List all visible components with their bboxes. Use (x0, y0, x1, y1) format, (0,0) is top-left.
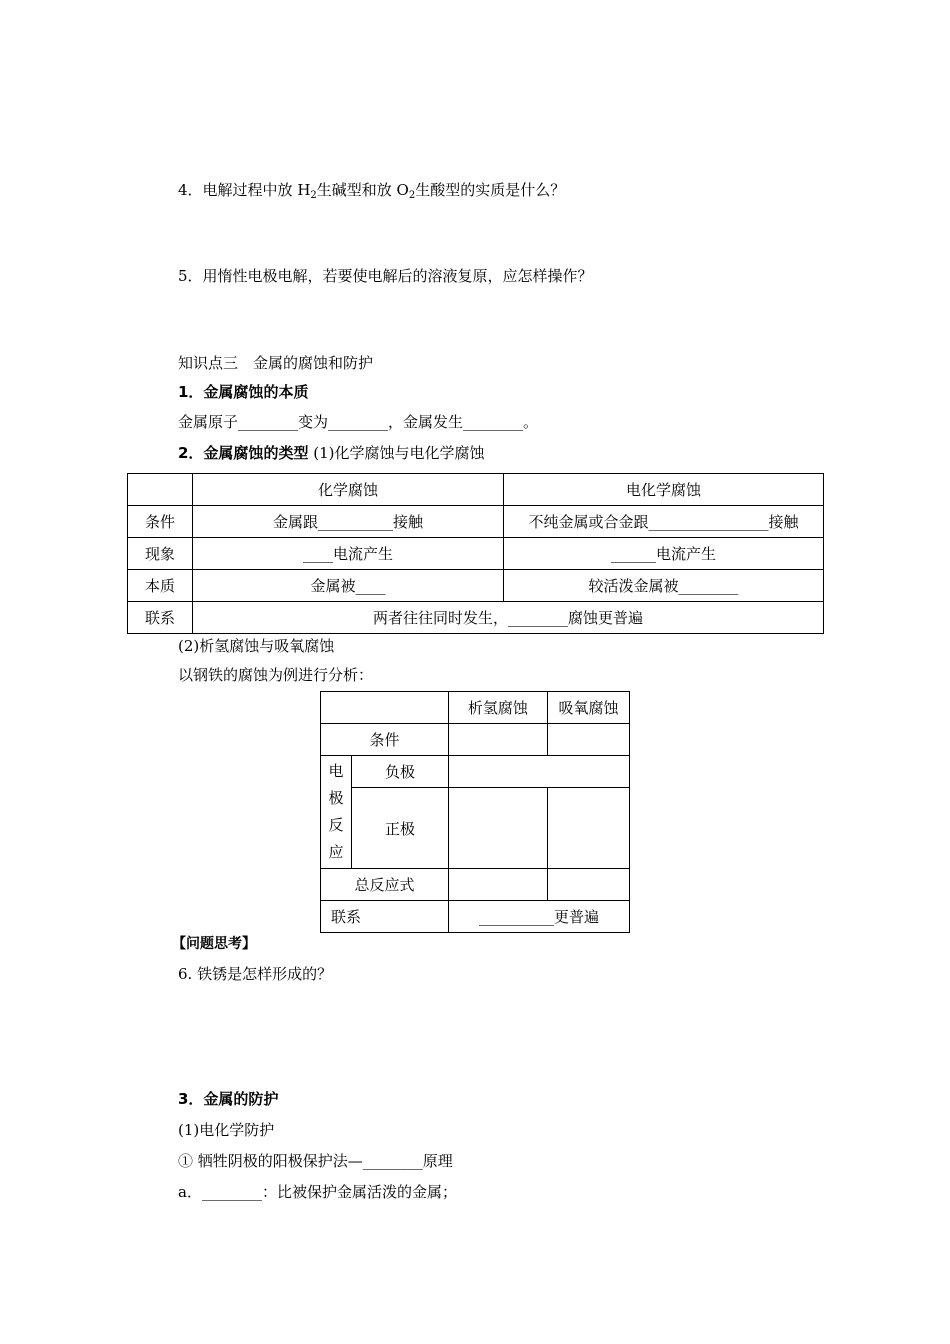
header-electrochemical: 电化学腐蚀 (504, 474, 824, 506)
protection-1a: ① 牺牲阴极的阳极保护法—________原理 (178, 1152, 453, 1170)
item-2-heading: 2．金属腐蚀的类型 (1)化学腐蚀与电化学腐蚀 (178, 444, 485, 462)
row-label: 现象 (128, 538, 193, 570)
table-row (128, 602, 824, 634)
table-row (321, 724, 630, 756)
cell: ______电流产生 (504, 538, 824, 570)
header-hydrogen: 析氢腐蚀 (448, 692, 547, 724)
protection-1b: a．________：比被保护金属活泼的金属； (178, 1183, 457, 1201)
corrosion-type-table (127, 473, 824, 634)
table-row (321, 756, 630, 788)
item-1-text: 金属原子________变为________，金属发生________。 (178, 413, 539, 431)
row-label: 联系 (128, 602, 193, 634)
row-label: 联系 (321, 901, 449, 933)
item-1-heading: 1．金属腐蚀的本质 (178, 383, 309, 401)
row-label: 正极 (352, 788, 449, 869)
table-row (321, 788, 630, 869)
question-5: 5．用惰性电极电解，若要使电解后的溶液复原，应怎样操作？ (178, 267, 593, 285)
protection-1: (1)电化学防护 (178, 1121, 275, 1139)
subsection-2-title: (2)析氢腐蚀与吸氧腐蚀 (178, 637, 335, 655)
row-label: 条件 (321, 724, 449, 756)
table-row (321, 901, 630, 933)
row-label: 条件 (128, 506, 193, 538)
cell: ____电流产生 (193, 538, 504, 570)
electrode-label: 电 极 反 应 (321, 756, 352, 869)
iron-corrosion-table (320, 691, 630, 933)
cell: 金属跟__________接触 (193, 506, 504, 538)
cell: __________更普遍 (448, 901, 629, 933)
question-4: 4．电解过程中放 $H_2$生碱型和放 $O_2$生酸型的实质是什么？ (178, 181, 566, 201)
header-oxygen: 吸氧腐蚀 (547, 692, 629, 724)
question-6: 6. 铁锈是怎样形成的？ (178, 965, 333, 983)
table-row (128, 570, 824, 602)
table-row (128, 538, 824, 570)
cell: 较活泼金属被________ (504, 570, 824, 602)
table-row (128, 506, 824, 538)
cell: 两者往往同时发生，________腐蚀更普遍 (193, 602, 824, 634)
cell: 金属被____ (193, 570, 504, 602)
cell: 不纯金属或合金跟________________接触 (504, 506, 824, 538)
row-label: 本质 (128, 570, 193, 602)
section-3-title: 知识点三 金属的腐蚀和防护 (178, 354, 374, 372)
row-label: 负极 (352, 756, 449, 788)
item-3-heading: 3．金属的防护 (178, 1090, 279, 1108)
question-think-heading: 【问题思考】 (172, 936, 256, 952)
row-label: 总反应式 (321, 869, 449, 901)
table-row (321, 869, 630, 901)
header-chemical: 化学腐蚀 (193, 474, 504, 506)
subsection-2-intro: 以钢铁的腐蚀为例进行分析： (178, 666, 374, 684)
